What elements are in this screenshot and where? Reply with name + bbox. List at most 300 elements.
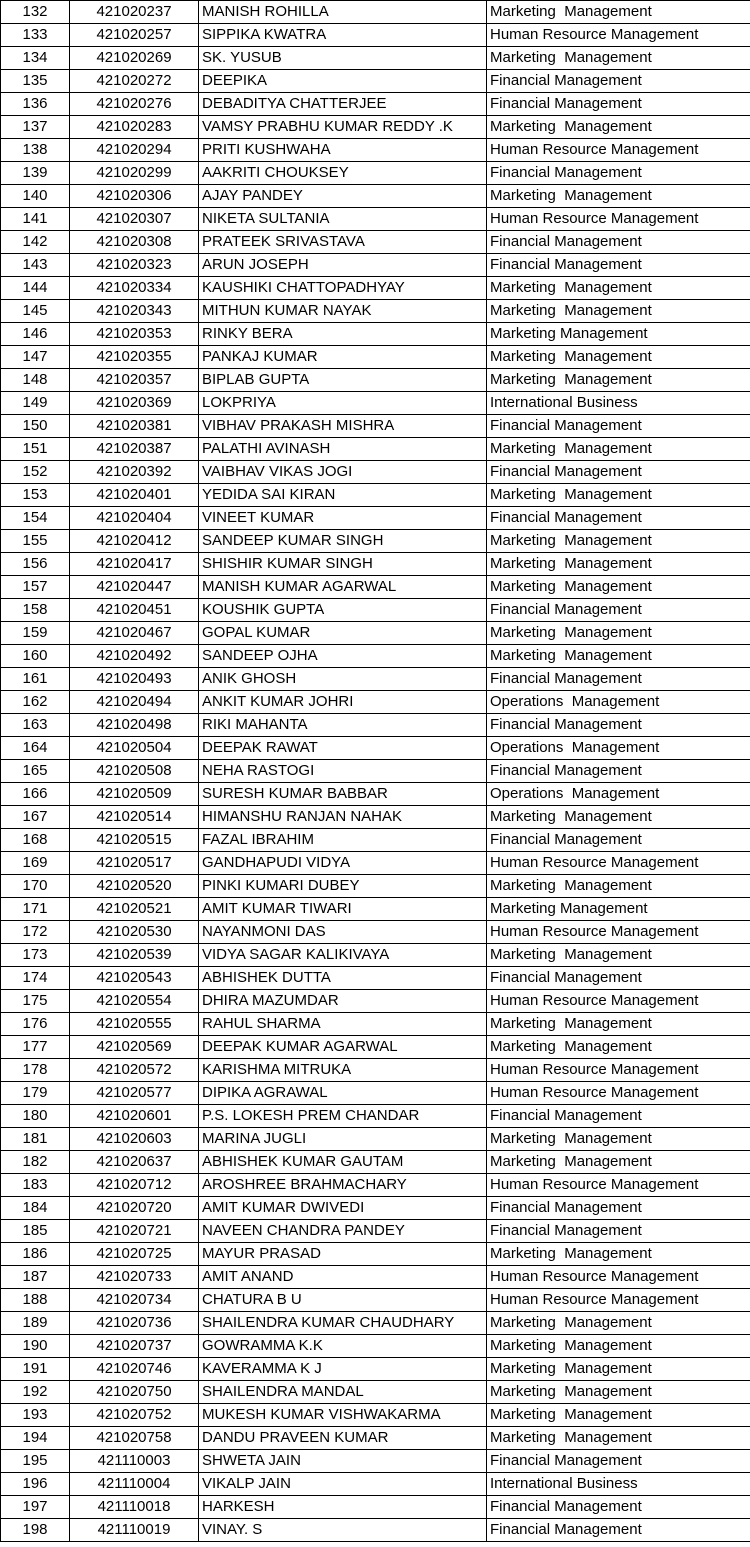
student-name-cell: MUKESH KUMAR VISHWAKARMA bbox=[199, 1404, 487, 1427]
roll-number-cell: 421020521 bbox=[70, 898, 199, 921]
student-name-cell: AMIT KUMAR TIWARI bbox=[199, 898, 487, 921]
serial-number-cell: 195 bbox=[1, 1450, 70, 1473]
specialization-cell: Marketing Management bbox=[487, 369, 750, 392]
specialization-cell: Marketing Management bbox=[487, 116, 750, 139]
roll-number-cell: 421020323 bbox=[70, 254, 199, 277]
table-row bbox=[1, 208, 750, 231]
roll-number-cell: 421020572 bbox=[70, 1059, 199, 1082]
student-name-cell: DEBADITYA CHATTERJEE bbox=[199, 93, 487, 116]
specialization-cell: Financial Management bbox=[487, 714, 750, 737]
serial-number-cell: 149 bbox=[1, 392, 70, 415]
roll-number-cell: 421020381 bbox=[70, 415, 199, 438]
student-name-cell: FAZAL IBRAHIM bbox=[199, 829, 487, 852]
roll-number-cell: 421020734 bbox=[70, 1289, 199, 1312]
table-row bbox=[1, 484, 750, 507]
serial-number-cell: 175 bbox=[1, 990, 70, 1013]
roll-number-cell: 421020725 bbox=[70, 1243, 199, 1266]
serial-number-cell: 135 bbox=[1, 70, 70, 93]
student-name-cell: DIPIKA AGRAWAL bbox=[199, 1082, 487, 1105]
roll-number-cell: 421020577 bbox=[70, 1082, 199, 1105]
specialization-cell: Financial Management bbox=[487, 1197, 750, 1220]
student-name-cell: SHWETA JAIN bbox=[199, 1450, 487, 1473]
serial-number-cell: 181 bbox=[1, 1128, 70, 1151]
specialization-cell: Marketing Management bbox=[487, 1, 750, 24]
specialization-cell: Financial Management bbox=[487, 668, 750, 691]
specialization-cell: Marketing Management bbox=[487, 622, 750, 645]
table-row bbox=[1, 1266, 750, 1289]
roll-number-cell: 421020750 bbox=[70, 1381, 199, 1404]
student-name-cell: YEDIDA SAI KIRAN bbox=[199, 484, 487, 507]
roll-number-cell: 421020514 bbox=[70, 806, 199, 829]
serial-number-cell: 141 bbox=[1, 208, 70, 231]
specialization-cell: Marketing Management bbox=[487, 277, 750, 300]
specialization-cell: Marketing Management bbox=[487, 1335, 750, 1358]
table-row bbox=[1, 323, 750, 346]
specialization-cell: Marketing Management bbox=[487, 1358, 750, 1381]
table-row bbox=[1, 875, 750, 898]
serial-number-cell: 160 bbox=[1, 645, 70, 668]
roll-number-cell: 421020276 bbox=[70, 93, 199, 116]
specialization-cell: Financial Management bbox=[487, 967, 750, 990]
student-name-cell: SIPPIKA KWATRA bbox=[199, 24, 487, 47]
table-row bbox=[1, 668, 750, 691]
roll-number-cell: 421020306 bbox=[70, 185, 199, 208]
student-name-cell: ANKIT KUMAR JOHRI bbox=[199, 691, 487, 714]
student-name-cell: AMIT ANAND bbox=[199, 1266, 487, 1289]
specialization-cell: Operations Management bbox=[487, 691, 750, 714]
table-row bbox=[1, 47, 750, 70]
table-row bbox=[1, 93, 750, 116]
specialization-cell: Human Resource Management bbox=[487, 139, 750, 162]
serial-number-cell: 163 bbox=[1, 714, 70, 737]
table-row bbox=[1, 415, 750, 438]
table-row bbox=[1, 553, 750, 576]
table-row bbox=[1, 1151, 750, 1174]
roll-number-cell: 421020467 bbox=[70, 622, 199, 645]
table-row bbox=[1, 1496, 750, 1519]
specialization-cell: International Business bbox=[487, 1473, 750, 1496]
table-row bbox=[1, 829, 750, 852]
specialization-cell: Marketing Management bbox=[487, 1404, 750, 1427]
table-row bbox=[1, 346, 750, 369]
serial-number-cell: 170 bbox=[1, 875, 70, 898]
roll-number-cell: 421020451 bbox=[70, 599, 199, 622]
specialization-cell: Financial Management bbox=[487, 1519, 750, 1542]
serial-number-cell: 197 bbox=[1, 1496, 70, 1519]
roll-number-cell: 421110019 bbox=[70, 1519, 199, 1542]
serial-number-cell: 144 bbox=[1, 277, 70, 300]
roll-number-cell: 421020569 bbox=[70, 1036, 199, 1059]
serial-number-cell: 164 bbox=[1, 737, 70, 760]
student-name-cell: SHAILENDRA MANDAL bbox=[199, 1381, 487, 1404]
specialization-cell: Financial Management bbox=[487, 231, 750, 254]
specialization-cell: Marketing Management bbox=[487, 47, 750, 70]
table-row bbox=[1, 162, 750, 185]
student-name-cell: MANISH ROHILLA bbox=[199, 1, 487, 24]
roll-number-cell: 421110003 bbox=[70, 1450, 199, 1473]
serial-number-cell: 184 bbox=[1, 1197, 70, 1220]
roll-number-cell: 421020720 bbox=[70, 1197, 199, 1220]
table-row bbox=[1, 1519, 750, 1542]
specialization-cell: Financial Management bbox=[487, 1220, 750, 1243]
table-row bbox=[1, 852, 750, 875]
table-row bbox=[1, 1082, 750, 1105]
specialization-cell: Financial Management bbox=[487, 70, 750, 93]
student-name-cell: MITHUN KUMAR NAYAK bbox=[199, 300, 487, 323]
student-name-cell: AMIT KUMAR DWIVEDI bbox=[199, 1197, 487, 1220]
table-row bbox=[1, 1312, 750, 1335]
serial-number-cell: 148 bbox=[1, 369, 70, 392]
student-name-cell: HARKESH bbox=[199, 1496, 487, 1519]
table-row bbox=[1, 1174, 750, 1197]
student-name-cell: MANISH KUMAR AGARWAL bbox=[199, 576, 487, 599]
roll-number-cell: 421020417 bbox=[70, 553, 199, 576]
student-name-cell: P.S. LOKESH PREM CHANDAR bbox=[199, 1105, 487, 1128]
student-name-cell: MAYUR PRASAD bbox=[199, 1243, 487, 1266]
roll-number-cell: 421020412 bbox=[70, 530, 199, 553]
roll-number-cell: 421020492 bbox=[70, 645, 199, 668]
specialization-cell: Marketing Management bbox=[487, 1013, 750, 1036]
serial-number-cell: 165 bbox=[1, 760, 70, 783]
roll-number-cell: 421020308 bbox=[70, 231, 199, 254]
roll-number-cell: 421020257 bbox=[70, 24, 199, 47]
student-name-cell: VINEET KUMAR bbox=[199, 507, 487, 530]
table-row bbox=[1, 1473, 750, 1496]
table-row bbox=[1, 300, 750, 323]
student-name-cell: SHAILENDRA KUMAR CHAUDHARY bbox=[199, 1312, 487, 1335]
serial-number-cell: 158 bbox=[1, 599, 70, 622]
roll-number-cell: 421020504 bbox=[70, 737, 199, 760]
roll-number-cell: 421020517 bbox=[70, 852, 199, 875]
serial-number-cell: 134 bbox=[1, 47, 70, 70]
specialization-cell: Financial Management bbox=[487, 1105, 750, 1128]
roll-number-cell: 421020272 bbox=[70, 70, 199, 93]
student-name-cell: PALATHI AVINASH bbox=[199, 438, 487, 461]
student-name-cell: SURESH KUMAR BABBAR bbox=[199, 783, 487, 806]
table-row bbox=[1, 967, 750, 990]
serial-number-cell: 185 bbox=[1, 1220, 70, 1243]
table-row bbox=[1, 990, 750, 1013]
roll-number-cell: 421020401 bbox=[70, 484, 199, 507]
serial-number-cell: 147 bbox=[1, 346, 70, 369]
roll-number-cell: 421110018 bbox=[70, 1496, 199, 1519]
table-row bbox=[1, 737, 750, 760]
table-row bbox=[1, 1128, 750, 1151]
serial-number-cell: 166 bbox=[1, 783, 70, 806]
roll-number-cell: 421020498 bbox=[70, 714, 199, 737]
specialization-cell: Financial Management bbox=[487, 1496, 750, 1519]
table-row bbox=[1, 1059, 750, 1082]
serial-number-cell: 187 bbox=[1, 1266, 70, 1289]
roll-number-cell: 421020343 bbox=[70, 300, 199, 323]
student-name-cell: DANDU PRAVEEN KUMAR bbox=[199, 1427, 487, 1450]
serial-number-cell: 178 bbox=[1, 1059, 70, 1082]
student-name-cell: PRITI KUSHWAHA bbox=[199, 139, 487, 162]
specialization-cell: Financial Management bbox=[487, 254, 750, 277]
specialization-cell: Marketing Management bbox=[487, 346, 750, 369]
student-name-cell: AAKRITI CHOUKSEY bbox=[199, 162, 487, 185]
specialization-cell: Marketing Management bbox=[487, 553, 750, 576]
table-row bbox=[1, 1, 750, 24]
table-row bbox=[1, 231, 750, 254]
serial-number-cell: 192 bbox=[1, 1381, 70, 1404]
specialization-cell: Marketing Management bbox=[487, 438, 750, 461]
serial-number-cell: 145 bbox=[1, 300, 70, 323]
specialization-cell: Financial Management bbox=[487, 162, 750, 185]
serial-number-cell: 133 bbox=[1, 24, 70, 47]
specialization-cell: Financial Management bbox=[487, 760, 750, 783]
serial-number-cell: 173 bbox=[1, 944, 70, 967]
table-row bbox=[1, 1036, 750, 1059]
student-name-cell: CHATURA B U bbox=[199, 1289, 487, 1312]
specialization-cell: Human Resource Management bbox=[487, 1174, 750, 1197]
roll-number-cell: 421020752 bbox=[70, 1404, 199, 1427]
student-name-cell: RIKI MAHANTA bbox=[199, 714, 487, 737]
student-name-cell: DHIRA MAZUMDAR bbox=[199, 990, 487, 1013]
roll-number-cell: 421020601 bbox=[70, 1105, 199, 1128]
specialization-cell: Financial Management bbox=[487, 1450, 750, 1473]
serial-number-cell: 183 bbox=[1, 1174, 70, 1197]
table-row bbox=[1, 369, 750, 392]
table-row bbox=[1, 277, 750, 300]
roll-number-cell: 421020299 bbox=[70, 162, 199, 185]
roll-number-cell: 421020637 bbox=[70, 1151, 199, 1174]
serial-number-cell: 198 bbox=[1, 1519, 70, 1542]
roll-number-cell: 421020369 bbox=[70, 392, 199, 415]
serial-number-cell: 194 bbox=[1, 1427, 70, 1450]
specialization-cell: Marketing Management bbox=[487, 944, 750, 967]
serial-number-cell: 171 bbox=[1, 898, 70, 921]
table-row bbox=[1, 1289, 750, 1312]
student-name-cell: PRATEEK SRIVASTAVA bbox=[199, 231, 487, 254]
table-row bbox=[1, 714, 750, 737]
student-name-cell: AJAY PANDEY bbox=[199, 185, 487, 208]
table-row bbox=[1, 760, 750, 783]
roll-number-cell: 421020530 bbox=[70, 921, 199, 944]
table-row bbox=[1, 1197, 750, 1220]
table-row bbox=[1, 645, 750, 668]
roll-number-cell: 421020392 bbox=[70, 461, 199, 484]
student-name-cell: KARISHMA MITRUKA bbox=[199, 1059, 487, 1082]
roll-number-cell: 421020721 bbox=[70, 1220, 199, 1243]
student-name-cell: KOUSHIK GUPTA bbox=[199, 599, 487, 622]
serial-number-cell: 174 bbox=[1, 967, 70, 990]
student-name-cell: SK. YUSUB bbox=[199, 47, 487, 70]
serial-number-cell: 167 bbox=[1, 806, 70, 829]
specialization-cell: Marketing Management bbox=[487, 1036, 750, 1059]
table-row bbox=[1, 944, 750, 967]
table-row bbox=[1, 1381, 750, 1404]
table-row bbox=[1, 921, 750, 944]
serial-number-cell: 191 bbox=[1, 1358, 70, 1381]
serial-number-cell: 196 bbox=[1, 1473, 70, 1496]
specialization-cell: Financial Management bbox=[487, 829, 750, 852]
serial-number-cell: 169 bbox=[1, 852, 70, 875]
roll-number-cell: 421020554 bbox=[70, 990, 199, 1013]
specialization-cell: Financial Management bbox=[487, 599, 750, 622]
table-row bbox=[1, 898, 750, 921]
specialization-cell: Human Resource Management bbox=[487, 921, 750, 944]
specialization-cell: Human Resource Management bbox=[487, 1289, 750, 1312]
roll-number-cell: 421020334 bbox=[70, 277, 199, 300]
roll-number-cell: 421020509 bbox=[70, 783, 199, 806]
serial-number-cell: 143 bbox=[1, 254, 70, 277]
roll-number-cell: 421020269 bbox=[70, 47, 199, 70]
roll-number-cell: 421020603 bbox=[70, 1128, 199, 1151]
table-row bbox=[1, 507, 750, 530]
table-row bbox=[1, 1404, 750, 1427]
student-name-cell: VIKALP JAIN bbox=[199, 1473, 487, 1496]
serial-number-cell: 156 bbox=[1, 553, 70, 576]
table-row bbox=[1, 691, 750, 714]
serial-number-cell: 168 bbox=[1, 829, 70, 852]
serial-number-cell: 172 bbox=[1, 921, 70, 944]
table-row bbox=[1, 622, 750, 645]
student-name-cell: DEEPIKA bbox=[199, 70, 487, 93]
table-row bbox=[1, 1335, 750, 1358]
student-name-cell: HIMANSHU RANJAN NAHAK bbox=[199, 806, 487, 829]
roll-number-cell: 421020758 bbox=[70, 1427, 199, 1450]
student-name-cell: RINKY BERA bbox=[199, 323, 487, 346]
serial-number-cell: 159 bbox=[1, 622, 70, 645]
roll-number-cell: 421020555 bbox=[70, 1013, 199, 1036]
roll-number-cell: 421020515 bbox=[70, 829, 199, 852]
specialization-cell: International Business bbox=[487, 392, 750, 415]
table-row bbox=[1, 139, 750, 162]
serial-number-cell: 132 bbox=[1, 1, 70, 24]
roll-number-cell: 421020353 bbox=[70, 323, 199, 346]
student-name-cell: NIKETA SULTANIA bbox=[199, 208, 487, 231]
roll-number-cell: 421020355 bbox=[70, 346, 199, 369]
table-row bbox=[1, 806, 750, 829]
table-row bbox=[1, 1220, 750, 1243]
table-row bbox=[1, 576, 750, 599]
specialization-cell: Marketing Management bbox=[487, 875, 750, 898]
serial-number-cell: 140 bbox=[1, 185, 70, 208]
roll-number-cell: 421110004 bbox=[70, 1473, 199, 1496]
specialization-cell: Marketing Management bbox=[487, 300, 750, 323]
serial-number-cell: 138 bbox=[1, 139, 70, 162]
table-row bbox=[1, 70, 750, 93]
student-name-cell: SANDEEP KUMAR SINGH bbox=[199, 530, 487, 553]
roll-number-cell: 421020736 bbox=[70, 1312, 199, 1335]
serial-number-cell: 146 bbox=[1, 323, 70, 346]
serial-number-cell: 182 bbox=[1, 1151, 70, 1174]
specialization-cell: Financial Management bbox=[487, 93, 750, 116]
specialization-cell: Marketing Management bbox=[487, 576, 750, 599]
specialization-cell: Marketing Management bbox=[487, 1427, 750, 1450]
student-name-cell: GOPAL KUMAR bbox=[199, 622, 487, 645]
serial-number-cell: 180 bbox=[1, 1105, 70, 1128]
roll-number-cell: 421020733 bbox=[70, 1266, 199, 1289]
serial-number-cell: 162 bbox=[1, 691, 70, 714]
student-name-cell: NAYANMONI DAS bbox=[199, 921, 487, 944]
student-name-cell: GOWRAMMA K.K bbox=[199, 1335, 487, 1358]
table-row bbox=[1, 116, 750, 139]
student-name-cell: SHISHIR KUMAR SINGH bbox=[199, 553, 487, 576]
student-name-cell: VAIBHAV VIKAS JOGI bbox=[199, 461, 487, 484]
student-name-cell: VINAY. S bbox=[199, 1519, 487, 1542]
specialization-cell: Marketing Management bbox=[487, 323, 750, 346]
roll-number-cell: 421020294 bbox=[70, 139, 199, 162]
student-name-cell: RAHUL SHARMA bbox=[199, 1013, 487, 1036]
table-row bbox=[1, 392, 750, 415]
serial-number-cell: 152 bbox=[1, 461, 70, 484]
table-row bbox=[1, 254, 750, 277]
student-name-cell: AROSHREE BRAHMACHARY bbox=[199, 1174, 487, 1197]
serial-number-cell: 151 bbox=[1, 438, 70, 461]
serial-number-cell: 136 bbox=[1, 93, 70, 116]
specialization-cell: Financial Management bbox=[487, 415, 750, 438]
serial-number-cell: 155 bbox=[1, 530, 70, 553]
table-row bbox=[1, 1105, 750, 1128]
serial-number-cell: 139 bbox=[1, 162, 70, 185]
specialization-cell: Operations Management bbox=[487, 737, 750, 760]
table-row bbox=[1, 185, 750, 208]
table-row bbox=[1, 1358, 750, 1381]
specialization-cell: Marketing Management bbox=[487, 484, 750, 507]
serial-number-cell: 157 bbox=[1, 576, 70, 599]
student-name-cell: BIPLAB GUPTA bbox=[199, 369, 487, 392]
roll-number-cell: 421020746 bbox=[70, 1358, 199, 1381]
student-name-cell: LOKPRIYA bbox=[199, 392, 487, 415]
serial-number-cell: 150 bbox=[1, 415, 70, 438]
table-row bbox=[1, 1427, 750, 1450]
specialization-cell: Marketing Management bbox=[487, 1381, 750, 1404]
roll-number-cell: 421020737 bbox=[70, 1335, 199, 1358]
table-row bbox=[1, 1013, 750, 1036]
serial-number-cell: 190 bbox=[1, 1335, 70, 1358]
specialization-cell: Human Resource Management bbox=[487, 1266, 750, 1289]
table-row bbox=[1, 783, 750, 806]
specialization-cell: Human Resource Management bbox=[487, 24, 750, 47]
student-table-body bbox=[1, 1, 750, 1542]
student-name-cell: VAMSY PRABHU KUMAR REDDY .K bbox=[199, 116, 487, 139]
roll-number-cell: 421020493 bbox=[70, 668, 199, 691]
roll-number-cell: 421020307 bbox=[70, 208, 199, 231]
student-name-cell: ABHISHEK DUTTA bbox=[199, 967, 487, 990]
student-name-cell: ANIK GHOSH bbox=[199, 668, 487, 691]
roll-number-cell: 421020539 bbox=[70, 944, 199, 967]
roll-number-cell: 421020237 bbox=[70, 1, 199, 24]
specialization-cell: Human Resource Management bbox=[487, 208, 750, 231]
student-name-cell: VIBHAV PRAKASH MISHRA bbox=[199, 415, 487, 438]
specialization-cell: Human Resource Management bbox=[487, 852, 750, 875]
serial-number-cell: 176 bbox=[1, 1013, 70, 1036]
student-name-cell: DEEPAK KUMAR AGARWAL bbox=[199, 1036, 487, 1059]
table-row bbox=[1, 1450, 750, 1473]
student-name-cell: ABHISHEK KUMAR GAUTAM bbox=[199, 1151, 487, 1174]
specialization-cell: Financial Management bbox=[487, 461, 750, 484]
student-name-cell: PINKI KUMARI DUBEY bbox=[199, 875, 487, 898]
specialization-cell: Marketing Management bbox=[487, 530, 750, 553]
serial-number-cell: 137 bbox=[1, 116, 70, 139]
roll-number-cell: 421020447 bbox=[70, 576, 199, 599]
specialization-cell: Marketing Management bbox=[487, 806, 750, 829]
table-row bbox=[1, 438, 750, 461]
specialization-cell: Human Resource Management bbox=[487, 1059, 750, 1082]
specialization-cell: Marketing Management bbox=[487, 898, 750, 921]
roll-number-cell: 421020508 bbox=[70, 760, 199, 783]
roll-number-cell: 421020494 bbox=[70, 691, 199, 714]
specialization-cell: Operations Management bbox=[487, 783, 750, 806]
specialization-cell: Marketing Management bbox=[487, 1128, 750, 1151]
specialization-cell: Marketing Management bbox=[487, 185, 750, 208]
student-name-cell: MARINA JUGLI bbox=[199, 1128, 487, 1151]
specialization-cell: Human Resource Management bbox=[487, 1082, 750, 1105]
student-name-cell: KAVERAMMA K J bbox=[199, 1358, 487, 1381]
serial-number-cell: 186 bbox=[1, 1243, 70, 1266]
